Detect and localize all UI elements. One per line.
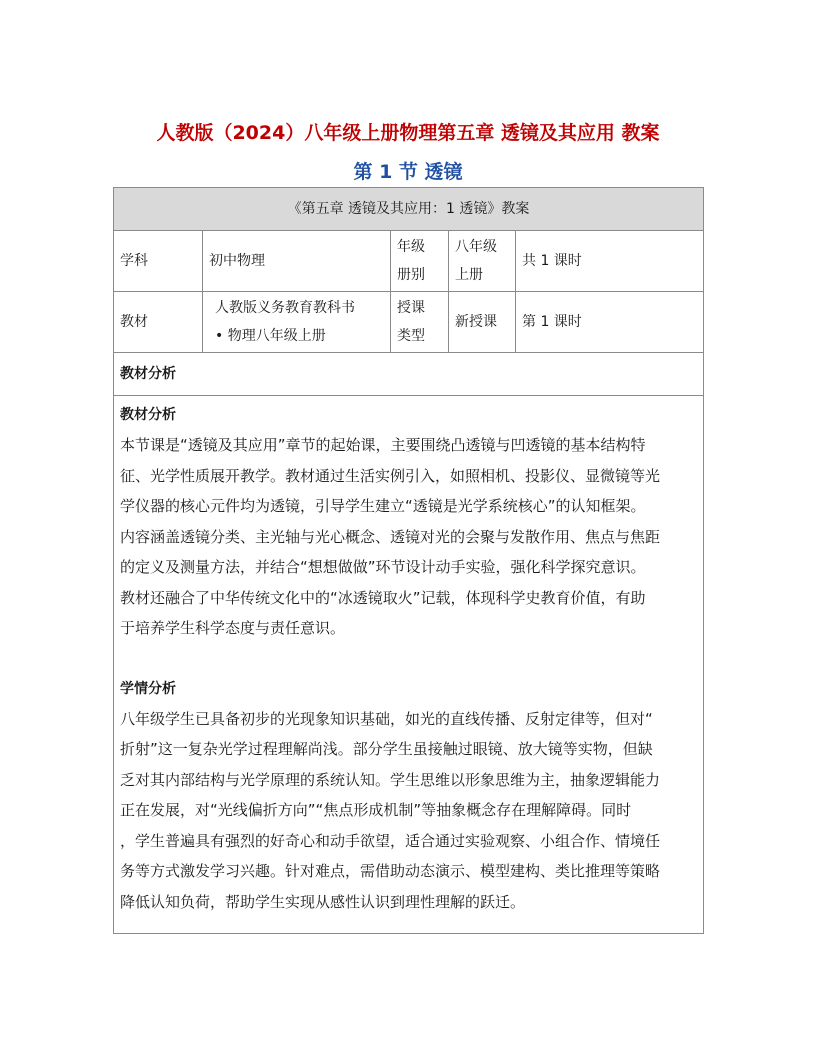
- analysis-paragraph: [120, 430, 697, 644]
- table-header-row: [114, 188, 704, 231]
- subject-value: 初中物理: [203, 231, 391, 292]
- subject-label: 学科: [114, 231, 203, 292]
- student-line: 八年级学生已具备初步的光现象知识基础，如光的直线传播、反射定律等，但对“: [120, 709, 653, 728]
- section-label: 教材分析: [114, 353, 704, 396]
- student-heading: 学情分析: [120, 680, 176, 697]
- lesson-plan-table: [113, 187, 704, 934]
- student-line: 降低认知负荷，帮助学生实现从感性认识到理性理解的跃迁。: [120, 892, 526, 911]
- grade-label-line: 册别: [397, 267, 425, 283]
- analysis-line: 学仪器的核心元件均为透镜，引导学生建立“透镜是光学系统核心”的认知框架。: [120, 497, 646, 515]
- analysis-line: 征、光学性质展开教学。教材通过生活实例引入，如照相机、投影仪、显微镜等光: [120, 466, 661, 485]
- grade-value-line: 上册: [455, 267, 483, 283]
- analysis-line: 本节课是“透镜及其应用”章节的起始课，主要围绕凸透镜与凹透镜的基本结构特: [120, 436, 646, 454]
- lesson-type-label-line: 类型: [397, 328, 425, 344]
- spacer: [120, 644, 697, 674]
- analysis-line: 于培养学生科学态度与责任意识。: [120, 619, 346, 637]
- student-line: 正在发展，对“光线偏折方向”“焦点形成机制”等抽象概念存在理解障碍。同时: [120, 801, 632, 819]
- analysis-line: 教材还融合了中华传统文化中的“冰透镜取火”记载，体现科学史教育价值，有助: [120, 588, 646, 607]
- grade-value: [449, 231, 516, 292]
- analysis-heading: 教材分析: [120, 407, 176, 423]
- document-title: 人教版（2024）八年级上册物理第五章 透镜及其应用 教案: [156, 122, 660, 144]
- student-line: 折射”这一复杂光学过程理解尚浅。部分学生虽接触过眼镜、放大镜等实物，但缺: [120, 740, 653, 758]
- lesson-type-value: 新授课: [449, 292, 516, 353]
- table-row: [114, 231, 704, 292]
- analysis-cell: [114, 396, 704, 934]
- student-line: ，学生普遍具有强烈的好奇心和动手欲望，适合通过实验观察、小组合作、情境任: [120, 831, 661, 850]
- grade-value-line: 八年级: [455, 239, 497, 255]
- grade-label-line: 年级: [397, 239, 425, 255]
- total-hours: 共 1 课时: [516, 231, 704, 292]
- student-paragraph: [120, 704, 697, 918]
- section-title: 第 1 节 透镜: [353, 161, 463, 183]
- grade-label: [391, 231, 449, 292]
- textbook-value-line: 人教版义务教育教科书: [215, 300, 355, 316]
- textbook-value: [203, 292, 391, 353]
- lesson-type-label-line: 授课: [397, 300, 425, 316]
- student-line: 务等方式激发学习兴趣。针对难点，需借助动态演示、模型建构、类比推理等策略: [120, 862, 661, 880]
- section-label-row: [114, 353, 704, 396]
- student-line: 乏对其内部结构与光学原理的系统认知。学生思维以形象思维为主，抽象逻辑能力: [120, 770, 661, 789]
- lesson-type-label: [391, 292, 449, 353]
- textbook-label: 教材: [114, 292, 203, 353]
- table-header: 《第五章 透镜及其应用：1 透镜》教案: [114, 188, 704, 231]
- analysis-line: 内容涵盖透镜分类、主光轴与光心概念、透镜对光的会聚与发散作用、焦点与焦距: [120, 527, 661, 546]
- analysis-line: 的定义及测量方法，并结合“想想做做”环节设计动手实验，强化科学探究意识。: [120, 558, 646, 576]
- lesson-number: 第 1 课时: [516, 292, 704, 353]
- textbook-value-line: • 物理八年级上册: [215, 328, 326, 344]
- analysis-row: [114, 396, 704, 934]
- table-row: [114, 292, 704, 353]
